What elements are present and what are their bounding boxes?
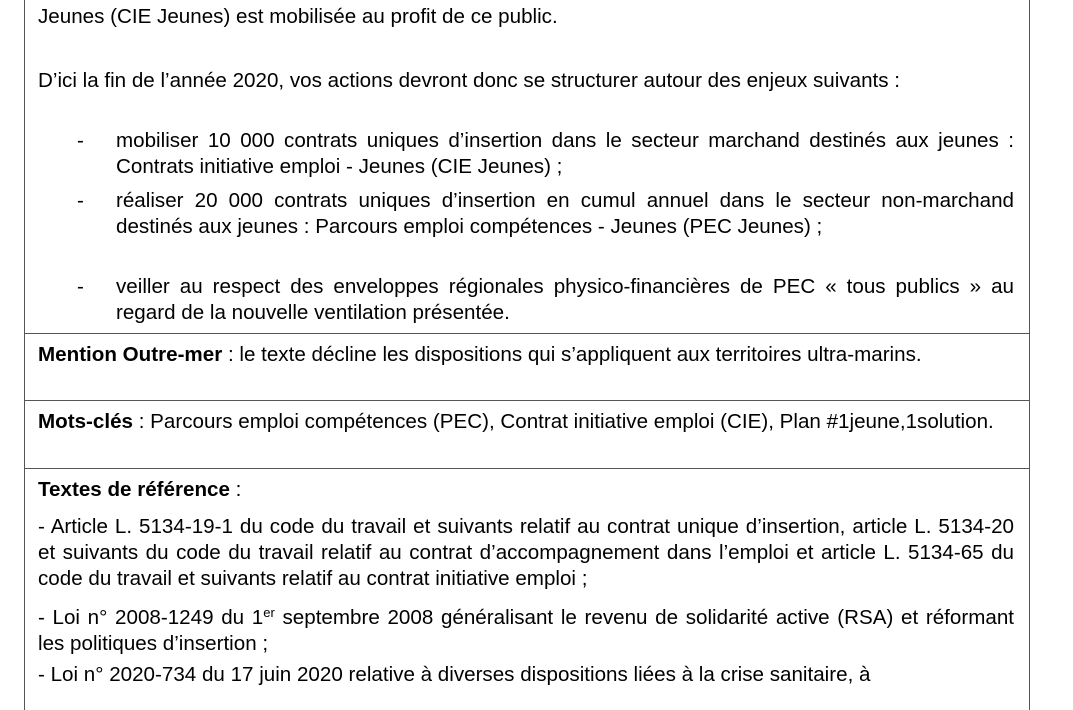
references-heading bbox=[38, 477, 1014, 503]
mots-cles-label: Mots-clés bbox=[38, 410, 133, 433]
bullet-marker: - bbox=[77, 189, 84, 212]
objectives-intro-paragraph: D’ici la fin de l’année 2020, vos actions devront donc se structurer autour des enjeux suivants : bbox=[38, 69, 900, 92]
bullet-item-1: mobiliser 10 000 contrats uniques d’insertion dans le secteur marchand destinés aux jeunes : Contrats initiative emploi - Jeunes (CIE Jeunes) ; bbox=[116, 129, 1014, 178]
section-divider bbox=[24, 468, 1029, 469]
loi-2008-after: septembre 2008 généralisant le revenu de solidarité active (RSA) et réformant les politiques d’insertion ; bbox=[38, 606, 1014, 655]
reference-item-1: - Article L. 5134-19-1 du code du travail et suivants relatif au contrat unique d’insertion, article L. 5134-20 et suivants du code du travail relatif au contrat d’accompagnement dans l’emploi et article L. 5134-65 du code du travail et suivants relatif au contrat initiative emploi ; bbox=[38, 515, 1014, 590]
reference-item-2 bbox=[38, 605, 1014, 657]
bullet-marker: - bbox=[77, 129, 84, 152]
outre-mer-text: : le texte décline les dispositions qui s’appliquent aux territoires ultra-marins. bbox=[222, 343, 922, 366]
references-label: Textes de référence bbox=[38, 478, 230, 501]
reference-item-3-cut: - Loi n° 2020-734 du 17 juin 2020 relative à diverses dispositions liées à la crise sanitaire, à bbox=[38, 663, 871, 686]
loi-2008-sup: er bbox=[263, 605, 275, 620]
mots-cles-text: : Parcours emploi compétences (PEC), Contrat initiative emploi (CIE), Plan #1jeune,1solution. bbox=[133, 410, 994, 433]
mots-cles-paragraph bbox=[38, 409, 1014, 435]
intro-tail-paragraph: Jeunes (CIE Jeunes) est mobilisée au profit de ce public. bbox=[38, 5, 558, 28]
outre-mer-label: Mention Outre-mer bbox=[38, 343, 223, 366]
bullet-item-2: réaliser 20 000 contrats uniques d’insertion en cumul annuel dans le secteur non-marchand destinés aux jeunes : Parcours emploi compétences - Jeunes (PEC Jeunes) ; bbox=[116, 189, 1014, 238]
bullet-marker: - bbox=[77, 275, 84, 298]
bullet-item-3: veiller au respect des enveloppes régionales physico-financières de PEC « tous publics » au regard de la nouvelle ventilation présentée. bbox=[116, 275, 1014, 324]
loi-2008-before: - Loi n° 2008-1249 du 1 bbox=[38, 606, 264, 629]
section-divider bbox=[24, 333, 1029, 334]
references-label-suffix: : bbox=[229, 478, 242, 501]
outre-mer-paragraph bbox=[38, 342, 1014, 368]
section-divider bbox=[24, 400, 1029, 401]
